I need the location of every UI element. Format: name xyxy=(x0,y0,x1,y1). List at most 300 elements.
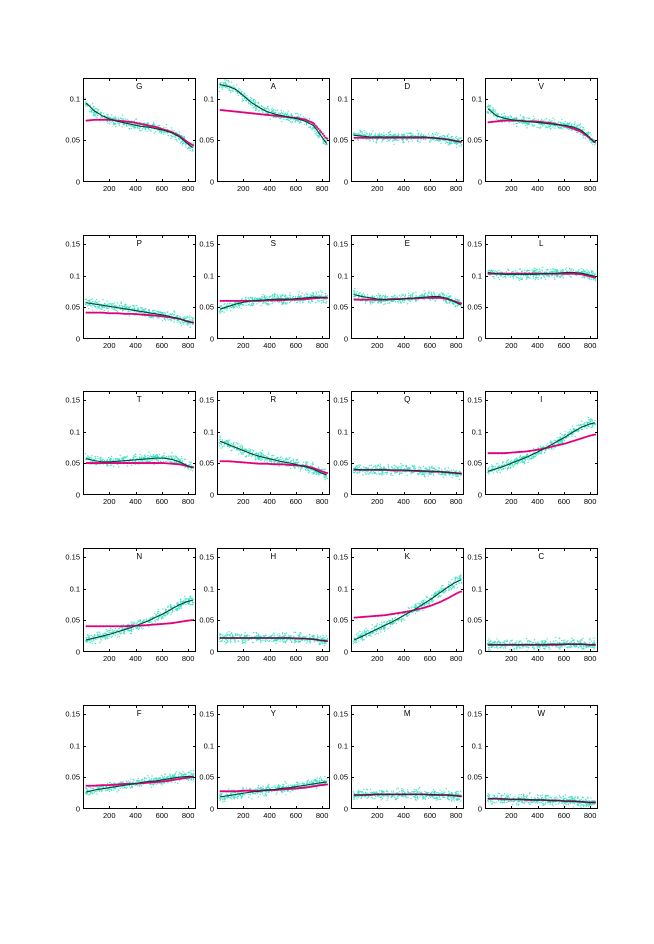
y-tick-mark xyxy=(83,463,86,464)
y-tick-mark xyxy=(351,307,354,308)
y-tick-mark xyxy=(461,432,464,433)
x-tick-mark xyxy=(162,492,163,495)
y-tick-label: 0.1 xyxy=(337,741,348,751)
scatter-cloud xyxy=(85,97,195,152)
x-tick-mark xyxy=(590,705,591,708)
x-tick-label: 400 xyxy=(531,341,544,350)
axes-box xyxy=(351,705,464,809)
subplot-i xyxy=(467,391,598,506)
y-tick-label: 0 xyxy=(209,647,214,657)
panel-title-q: Q xyxy=(404,395,411,404)
x-tick-mark xyxy=(162,391,163,394)
x-tick-label: 600 xyxy=(423,811,437,820)
y-tick-mark xyxy=(461,746,464,747)
series-layer xyxy=(84,236,195,338)
x-tick-mark xyxy=(404,705,405,708)
x-tick-mark xyxy=(296,336,297,339)
y-tick-mark xyxy=(327,651,330,652)
panel-title-e: E xyxy=(404,239,411,248)
x-tick-mark xyxy=(511,548,512,551)
panel-title-i: I xyxy=(540,395,543,404)
y-tick-label: 0.05 xyxy=(333,458,348,468)
y-tick-label: 0 xyxy=(75,334,80,344)
y-tick-mark xyxy=(351,338,354,339)
x-tick-label: 200 xyxy=(371,184,384,193)
y-tick-mark xyxy=(83,432,86,433)
x-tick-label: 800 xyxy=(583,184,597,193)
y-tick-label: 0.15 xyxy=(199,239,214,249)
x-tick-mark xyxy=(564,705,565,708)
x-tick-label: 200 xyxy=(103,811,116,820)
y-tick-label: 0.1 xyxy=(69,427,80,437)
y-tick-mark xyxy=(327,808,330,809)
y-tick-mark xyxy=(351,746,354,747)
x-tick-label: 200 xyxy=(371,654,384,663)
axes-box xyxy=(485,548,598,652)
y-tick-mark xyxy=(485,463,488,464)
x-tick-mark xyxy=(456,235,457,238)
series-layer xyxy=(218,706,329,808)
x-tick-mark xyxy=(564,179,565,182)
x-tick-mark xyxy=(377,649,378,652)
x-tick-label: 800 xyxy=(315,184,329,193)
x-tick-label: 200 xyxy=(505,811,518,820)
x-tick-label: 800 xyxy=(449,184,463,193)
x-tick-mark xyxy=(564,235,565,238)
y-tick-label: 0.15 xyxy=(199,395,214,405)
y-tick-mark xyxy=(83,589,86,590)
y-tick-label: 0.05 xyxy=(333,302,348,312)
x-tick-mark xyxy=(430,548,431,551)
x-tick-mark xyxy=(270,548,271,551)
x-tick-mark xyxy=(511,336,512,339)
y-tick-mark xyxy=(193,432,196,433)
y-tick-label: 0.15 xyxy=(65,552,80,562)
x-tick-mark xyxy=(243,235,244,238)
axes-box xyxy=(485,235,598,339)
y-tick-mark xyxy=(485,746,488,747)
x-tick-mark xyxy=(538,548,539,551)
y-tick-mark xyxy=(351,463,354,464)
y-tick-mark xyxy=(595,777,598,778)
y-tick-label: 0.15 xyxy=(65,709,80,719)
x-tick-label: 600 xyxy=(155,811,169,820)
subplot-s xyxy=(199,235,330,350)
x-tick-mark xyxy=(243,649,244,652)
x-tick-mark xyxy=(270,179,271,182)
y-tick-mark xyxy=(327,307,330,308)
x-tick-mark xyxy=(404,235,405,238)
y-tick-mark xyxy=(461,140,464,141)
series-layer xyxy=(352,706,463,808)
y-tick-label: 0 xyxy=(209,177,214,187)
x-tick-mark xyxy=(456,78,457,81)
y-tick-mark xyxy=(461,181,464,182)
y-tick-mark xyxy=(193,651,196,652)
series-layer xyxy=(486,706,597,808)
y-tick-mark xyxy=(83,651,86,652)
x-tick-mark xyxy=(456,391,457,394)
x-tick-mark xyxy=(162,548,163,551)
x-tick-mark xyxy=(188,649,189,652)
series-layer xyxy=(218,549,329,651)
y-tick-mark xyxy=(83,276,86,277)
y-tick-mark xyxy=(485,181,488,182)
y-tick-mark xyxy=(193,589,196,590)
axes-box xyxy=(217,78,330,182)
x-tick-mark xyxy=(188,492,189,495)
x-tick-label: 400 xyxy=(531,654,544,663)
y-tick-mark xyxy=(217,307,220,308)
x-tick-label: 600 xyxy=(289,811,303,820)
y-tick-mark xyxy=(217,589,220,590)
x-tick-label: 400 xyxy=(397,654,410,663)
y-tick-mark xyxy=(217,140,220,141)
panel-title-s: S xyxy=(270,239,277,248)
y-tick-mark xyxy=(485,651,488,652)
y-tick-mark xyxy=(83,494,86,495)
y-tick-label: 0.05 xyxy=(333,772,348,782)
y-tick-label: 0 xyxy=(343,490,348,500)
x-tick-label: 400 xyxy=(129,497,142,506)
y-tick-mark xyxy=(595,140,598,141)
y-tick-mark xyxy=(217,746,220,747)
x-tick-mark xyxy=(188,336,189,339)
y-tick-mark xyxy=(327,620,330,621)
y-tick-mark xyxy=(217,432,220,433)
x-tick-mark xyxy=(322,705,323,708)
subplot-y xyxy=(199,705,330,820)
y-tick-label: 0 xyxy=(343,177,348,187)
y-tick-mark xyxy=(485,808,488,809)
x-tick-mark xyxy=(404,78,405,81)
y-tick-mark xyxy=(193,307,196,308)
y-tick-label: 0 xyxy=(343,647,348,657)
y-tick-mark xyxy=(83,777,86,778)
y-tick-label: 0.05 xyxy=(333,135,348,145)
x-tick-mark xyxy=(162,705,163,708)
x-tick-mark xyxy=(511,391,512,394)
y-tick-mark xyxy=(327,432,330,433)
y-tick-label: 0.05 xyxy=(467,615,482,625)
y-tick-mark xyxy=(193,494,196,495)
y-tick-label: 0.15 xyxy=(333,395,348,405)
x-tick-mark xyxy=(243,548,244,551)
x-tick-mark xyxy=(270,492,271,495)
dark-green-smooth-series xyxy=(488,644,595,645)
panel-title-f: F xyxy=(136,709,143,718)
y-tick-mark xyxy=(485,589,488,590)
scatter-cloud xyxy=(85,596,194,645)
x-tick-label: 200 xyxy=(371,497,384,506)
x-tick-mark xyxy=(296,391,297,394)
x-tick-mark xyxy=(511,649,512,652)
x-tick-mark xyxy=(538,78,539,81)
x-tick-mark xyxy=(243,179,244,182)
y-tick-mark xyxy=(351,181,354,182)
y-tick-mark xyxy=(461,620,464,621)
x-tick-mark xyxy=(456,492,457,495)
x-tick-label: 200 xyxy=(237,497,250,506)
x-tick-mark xyxy=(456,705,457,708)
x-tick-label: 800 xyxy=(583,654,597,663)
x-tick-label: 200 xyxy=(103,341,116,350)
dark-green-smooth-series xyxy=(354,580,461,640)
x-tick-mark xyxy=(511,492,512,495)
y-tick-mark xyxy=(485,777,488,778)
y-tick-mark xyxy=(351,140,354,141)
y-tick-label: 0.05 xyxy=(65,135,80,145)
x-tick-mark xyxy=(538,336,539,339)
y-tick-mark xyxy=(595,808,598,809)
y-tick-mark xyxy=(193,99,196,100)
x-tick-label: 600 xyxy=(423,497,437,506)
y-tick-mark xyxy=(461,651,464,652)
x-tick-label: 800 xyxy=(583,811,597,820)
y-tick-mark xyxy=(461,777,464,778)
y-tick-mark xyxy=(485,276,488,277)
x-tick-label: 800 xyxy=(449,497,463,506)
y-tick-label: 0.15 xyxy=(65,239,80,249)
axes-box xyxy=(83,705,196,809)
panel-title-v: V xyxy=(538,82,545,91)
x-tick-label: 400 xyxy=(531,184,544,193)
axes-box xyxy=(217,548,330,652)
panel-title-n: N xyxy=(136,552,143,561)
y-tick-label: 0.05 xyxy=(333,615,348,625)
y-tick-label: 0.1 xyxy=(203,741,214,751)
y-tick-mark xyxy=(461,99,464,100)
y-tick-mark xyxy=(327,589,330,590)
y-tick-mark xyxy=(217,276,220,277)
panel-title-r: R xyxy=(270,395,277,404)
x-tick-mark xyxy=(511,78,512,81)
x-tick-mark xyxy=(270,806,271,809)
x-tick-mark xyxy=(456,179,457,182)
x-tick-label: 800 xyxy=(315,341,329,350)
magenta-dotted-series xyxy=(354,591,463,619)
x-tick-mark xyxy=(564,78,565,81)
x-tick-mark xyxy=(430,806,431,809)
y-tick-mark xyxy=(595,181,598,182)
x-tick-label: 800 xyxy=(181,341,195,350)
x-tick-label: 800 xyxy=(449,341,463,350)
y-tick-label: 0.15 xyxy=(333,239,348,249)
panel-title-h: H xyxy=(270,552,277,561)
x-tick-mark xyxy=(430,649,431,652)
x-tick-label: 600 xyxy=(289,654,303,663)
x-tick-mark xyxy=(322,179,323,182)
y-tick-mark xyxy=(193,620,196,621)
y-tick-label: 0.05 xyxy=(65,772,80,782)
y-tick-mark xyxy=(461,338,464,339)
x-tick-label: 200 xyxy=(103,654,116,663)
axes-box xyxy=(351,391,464,495)
x-tick-mark xyxy=(377,179,378,182)
x-tick-label: 800 xyxy=(181,654,195,663)
x-tick-label: 600 xyxy=(289,341,303,350)
x-tick-label: 400 xyxy=(129,654,142,663)
x-tick-mark xyxy=(162,336,163,339)
series-layer xyxy=(486,549,597,651)
x-tick-mark xyxy=(270,336,271,339)
y-tick-mark xyxy=(595,620,598,621)
series-layer xyxy=(352,79,463,181)
x-tick-mark xyxy=(136,492,137,495)
panel-title-m: M xyxy=(403,709,412,718)
x-tick-mark xyxy=(511,235,512,238)
x-tick-mark xyxy=(590,806,591,809)
y-tick-mark xyxy=(83,338,86,339)
y-tick-label: 0.15 xyxy=(467,395,482,405)
x-tick-mark xyxy=(564,492,565,495)
x-tick-mark xyxy=(188,806,189,809)
x-tick-label: 800 xyxy=(181,497,195,506)
series-layer xyxy=(84,392,195,494)
y-tick-mark xyxy=(83,620,86,621)
x-tick-mark xyxy=(109,649,110,652)
x-tick-mark xyxy=(377,492,378,495)
subplot-n xyxy=(65,548,196,663)
series-layer xyxy=(486,79,597,181)
x-tick-mark xyxy=(136,78,137,81)
y-tick-mark xyxy=(595,589,598,590)
x-tick-mark xyxy=(377,806,378,809)
x-tick-label: 800 xyxy=(315,497,329,506)
y-tick-label: 0.1 xyxy=(203,271,214,281)
x-tick-mark xyxy=(322,391,323,394)
axes-box xyxy=(217,705,330,809)
y-tick-label: 0 xyxy=(477,177,482,187)
y-tick-label: 0.15 xyxy=(199,552,214,562)
y-tick-mark xyxy=(351,808,354,809)
y-tick-label: 0.1 xyxy=(69,741,80,751)
x-tick-label: 600 xyxy=(423,184,437,193)
y-tick-mark xyxy=(485,338,488,339)
x-tick-mark xyxy=(188,179,189,182)
x-tick-mark xyxy=(404,649,405,652)
y-tick-mark xyxy=(485,99,488,100)
y-tick-label: 0.15 xyxy=(333,552,348,562)
x-tick-mark xyxy=(270,649,271,652)
series-layer xyxy=(218,236,329,338)
y-tick-mark xyxy=(217,620,220,621)
x-tick-label: 400 xyxy=(129,184,142,193)
axes-box xyxy=(83,391,196,495)
dark-green-smooth-series xyxy=(220,782,327,797)
x-tick-label: 800 xyxy=(449,654,463,663)
y-tick-mark xyxy=(461,463,464,464)
x-tick-label: 600 xyxy=(557,341,571,350)
y-tick-label: 0 xyxy=(477,647,482,657)
y-tick-label: 0.1 xyxy=(471,741,482,751)
y-tick-mark xyxy=(461,808,464,809)
x-tick-mark xyxy=(430,705,431,708)
series-layer xyxy=(218,392,329,494)
y-tick-label: 0 xyxy=(75,804,80,814)
y-tick-label: 0.05 xyxy=(199,458,214,468)
x-tick-mark xyxy=(404,806,405,809)
subplot-d xyxy=(333,78,464,193)
x-tick-mark xyxy=(430,492,431,495)
y-tick-mark xyxy=(217,338,220,339)
y-tick-label: 0.15 xyxy=(467,552,482,562)
x-tick-mark xyxy=(377,705,378,708)
x-tick-label: 800 xyxy=(449,811,463,820)
x-tick-mark xyxy=(538,179,539,182)
x-tick-label: 600 xyxy=(155,341,169,350)
x-tick-mark xyxy=(404,391,405,394)
y-tick-label: 0 xyxy=(75,647,80,657)
y-tick-label: 0.05 xyxy=(65,615,80,625)
y-tick-mark xyxy=(217,463,220,464)
y-tick-mark xyxy=(83,808,86,809)
y-tick-mark xyxy=(217,777,220,778)
y-tick-mark xyxy=(83,99,86,100)
x-tick-mark xyxy=(296,235,297,238)
y-tick-label: 0.1 xyxy=(471,271,482,281)
axes-box xyxy=(351,78,464,182)
y-tick-mark xyxy=(83,140,86,141)
subplot-a xyxy=(199,78,330,193)
x-tick-mark xyxy=(188,548,189,551)
x-tick-label: 200 xyxy=(505,184,518,193)
y-tick-mark xyxy=(193,463,196,464)
x-tick-label: 600 xyxy=(557,497,571,506)
y-tick-mark xyxy=(327,140,330,141)
y-tick-label: 0.15 xyxy=(467,709,482,719)
panel-title-y: Y xyxy=(270,709,277,718)
x-tick-mark xyxy=(538,806,539,809)
series-layer xyxy=(352,236,463,338)
x-tick-mark xyxy=(188,78,189,81)
x-tick-label: 400 xyxy=(397,811,410,820)
x-tick-mark xyxy=(430,78,431,81)
subplot-w xyxy=(467,705,598,820)
y-tick-label: 0 xyxy=(477,334,482,344)
x-tick-mark xyxy=(243,705,244,708)
x-tick-mark xyxy=(243,492,244,495)
x-tick-label: 400 xyxy=(263,497,276,506)
panel-title-l: L xyxy=(539,239,544,248)
y-tick-label: 0.15 xyxy=(65,395,80,405)
x-tick-mark xyxy=(136,705,137,708)
subplot-e xyxy=(333,235,464,350)
x-tick-mark xyxy=(136,336,137,339)
x-tick-mark xyxy=(136,179,137,182)
y-tick-label: 0.15 xyxy=(199,709,214,719)
x-tick-label: 200 xyxy=(103,184,116,193)
x-tick-mark xyxy=(377,336,378,339)
x-tick-mark xyxy=(590,548,591,551)
x-tick-mark xyxy=(109,336,110,339)
x-tick-mark xyxy=(136,235,137,238)
x-tick-mark xyxy=(456,548,457,551)
subplot-p xyxy=(65,235,196,350)
y-tick-mark xyxy=(351,620,354,621)
x-tick-mark xyxy=(322,235,323,238)
series-layer xyxy=(486,392,597,494)
x-tick-mark xyxy=(109,235,110,238)
x-tick-mark xyxy=(538,391,539,394)
x-tick-label: 400 xyxy=(129,811,142,820)
x-tick-label: 600 xyxy=(423,654,437,663)
axes-box xyxy=(83,78,196,182)
axes-box xyxy=(351,235,464,339)
y-tick-mark xyxy=(595,276,598,277)
subplot-h xyxy=(199,548,330,663)
dark-green-smooth-series xyxy=(220,85,327,144)
